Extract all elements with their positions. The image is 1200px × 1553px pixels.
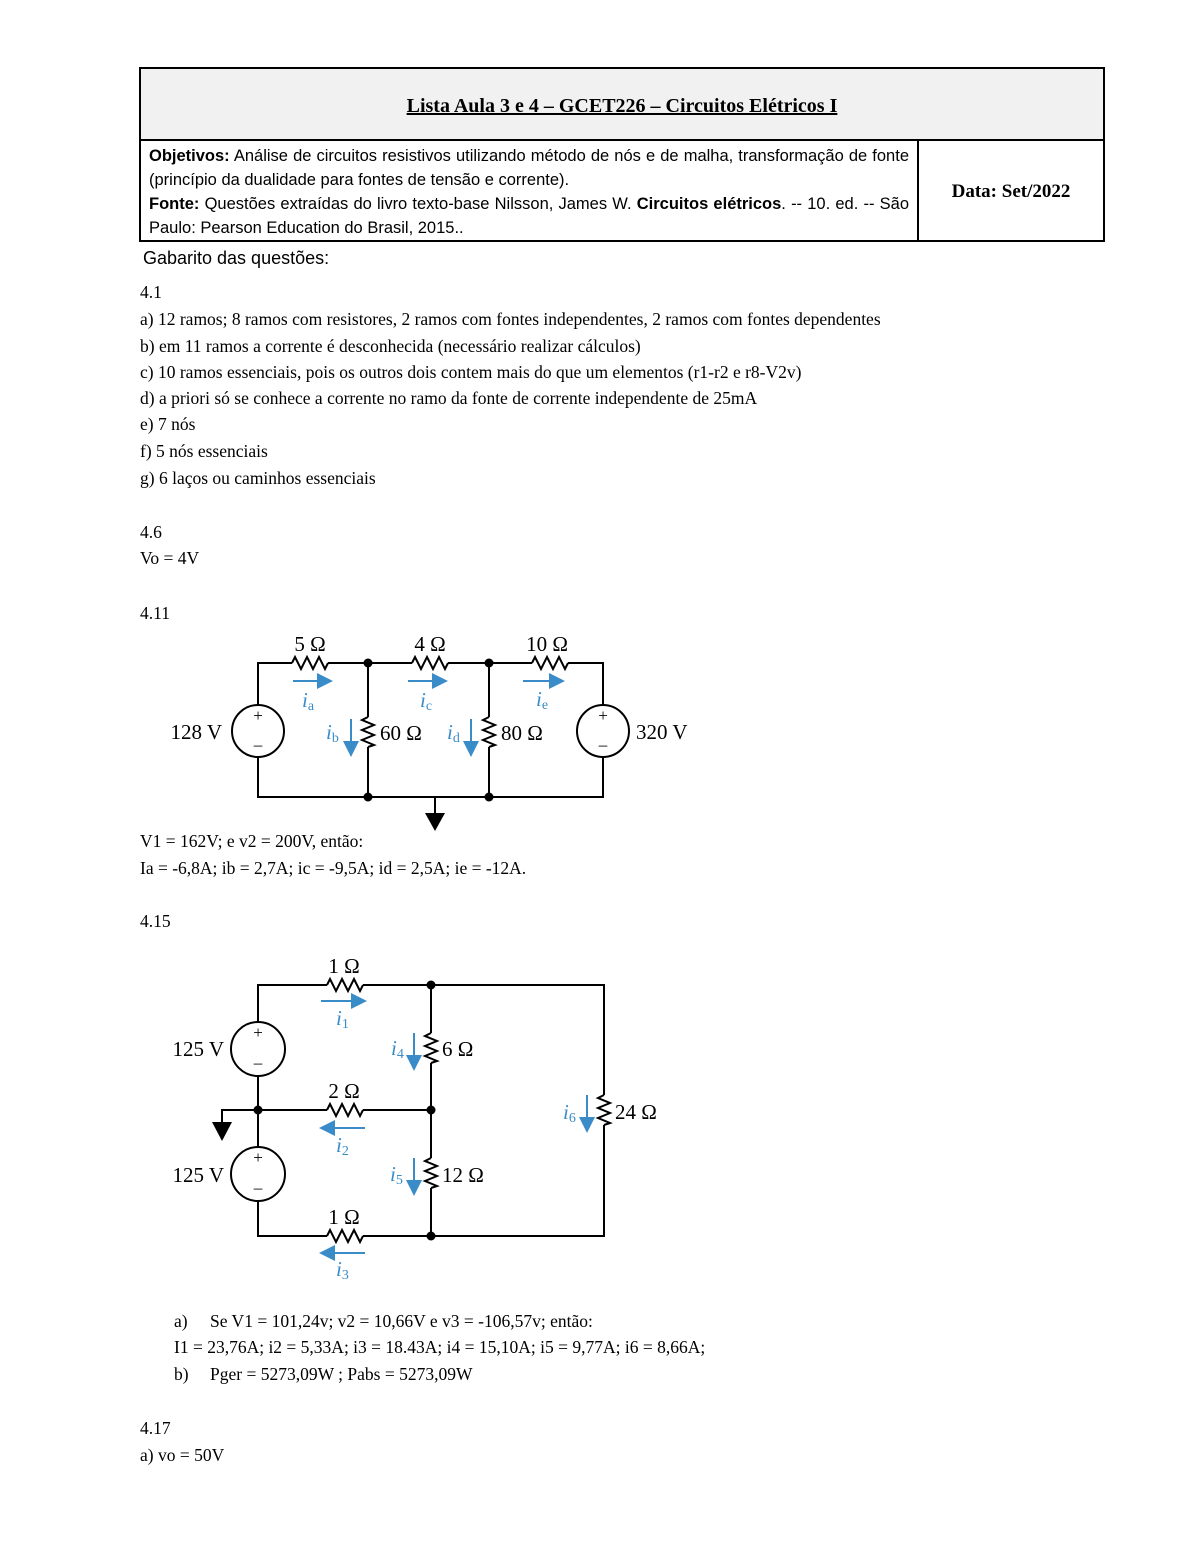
minus-sign: – — [253, 1053, 263, 1072]
resistor-10-ohm — [532, 657, 568, 669]
answer-line: c) 10 ramos essenciais, pois os outros dois contem mais do que um elementos (r1-r2 e r8-V2v) — [140, 362, 802, 382]
resistor-6-ohm — [425, 1033, 437, 1063]
label-1-ohm-top: 1 Ω — [328, 954, 360, 978]
answer-line: Pger = 5273,09W ; Pabs = 5273,09W — [210, 1364, 473, 1384]
label-4-ohm: 4 Ω — [414, 632, 446, 656]
question-number-4-17: 4.17 — [140, 1418, 171, 1438]
label-60-ohm: 60 Ω — [380, 721, 422, 745]
objectives-label: Objetivos: — [149, 147, 230, 165]
ground-arrow-icon — [425, 797, 445, 831]
label-128v: 128 V — [170, 720, 222, 744]
label-125v-bottom: 125 V — [172, 1163, 224, 1187]
item-label: a) — [174, 1311, 188, 1331]
plus-sign: + — [253, 1148, 263, 1167]
plus-sign: + — [598, 706, 608, 725]
label-125v-top: 125 V — [172, 1037, 224, 1061]
resistor-1-ohm-top — [327, 979, 363, 991]
svg-text:ie: ie — [536, 687, 549, 713]
label-5-ohm: 5 Ω — [294, 632, 326, 656]
source-rest: . -- 10. ed. -- São Paulo: Pearson Education do Brasil, 2015.. — [149, 195, 910, 237]
label-24-ohm: 24 Ω — [615, 1100, 657, 1124]
svg-text:ia: ia — [302, 688, 315, 714]
answer-line: a) 12 ramos; 8 ramos com resistores, 2 ramos com fontes independentes, 2 ramos com fontes dependentes — [140, 309, 881, 329]
resistor-1-ohm-bottom — [327, 1230, 363, 1242]
label-1-ohm-bottom: 1 Ω — [328, 1205, 360, 1229]
resistor-2-ohm — [327, 1104, 363, 1116]
label-6-ohm: 6 Ω — [442, 1037, 474, 1061]
circuit-diagram-4-15 — [150, 945, 680, 1290]
minus-sign: – — [598, 735, 608, 754]
answer-line: g) 6 laços ou caminhos essenciais — [140, 468, 376, 488]
resistor-24-ohm — [598, 1095, 610, 1125]
circuit-wires — [222, 985, 604, 1236]
svg-text:i3: i3 — [336, 1257, 349, 1283]
resistor-12-ohm — [425, 1158, 437, 1188]
resistor-5-ohm — [292, 657, 328, 669]
svg-text:id: id — [447, 720, 460, 746]
circuit-wires — [258, 663, 603, 797]
date-cell: Data: Set/2022 — [951, 180, 1071, 202]
source-label: Fonte: — [149, 195, 200, 213]
svg-text:i4: i4 — [391, 1036, 404, 1062]
answer-line: d) a priori só se conhece a corrente no ramo da fonte de corrente independente de 25mA — [140, 388, 758, 408]
question-number-4-15: 4.15 — [140, 911, 171, 931]
answer-line: f) 5 nós essenciais — [140, 441, 268, 461]
question-number-4-1: 4.1 — [140, 282, 162, 302]
label-80-ohm: 80 Ω — [501, 721, 543, 745]
answer-line: Se V1 = 101,24v; v2 = 10,66V e v3 = -106,57v; então: — [210, 1311, 593, 1331]
plus-sign: + — [253, 1023, 263, 1042]
answer-line: I1 = 23,76A; i2 = 5,33A; i3 = 18.43A; i4 = 15,10A; i5 = 9,77A; i6 = 8,66A; — [174, 1337, 706, 1357]
source-book: Circuitos elétricos — [636, 195, 782, 213]
answer-line: e) 7 nós — [140, 414, 196, 434]
answer-line: Ia = -6,8A; ib = 2,7A; ic = -9,5A; id = 2,5A; ie = -12A. — [140, 858, 527, 878]
svg-text:i6: i6 — [563, 1100, 576, 1126]
label-2-ohm: 2 Ω — [328, 1079, 360, 1103]
resistor-60-ohm — [362, 717, 374, 747]
answer-vo: Vo = 4V — [140, 548, 200, 568]
label-10-ohm: 10 Ω — [526, 632, 568, 656]
answer-line: V1 = 162V; e v2 = 200V, então: — [140, 831, 364, 851]
source-text: Questões extraídas do livro texto-base Nilsson, James W. — [199, 195, 637, 213]
svg-text:ib: ib — [326, 720, 339, 746]
question-number-4-11: 4.11 — [140, 603, 170, 623]
svg-text:i2: i2 — [336, 1133, 349, 1159]
objectives-text: Análise de circuitos resistivos utilizando método de nós e de malha, transformação de fonte (princípio da dualidade para fontes de tensão e corrente). — [149, 147, 909, 189]
resistor-4-ohm — [412, 657, 448, 669]
header-table — [139, 67, 1105, 242]
plus-sign: + — [253, 706, 263, 725]
answer-vo: a) vo = 50V — [140, 1445, 225, 1465]
answer-line: b) em 11 ramos a corrente é desconhecida (necessário realizar cálculos) — [140, 336, 641, 356]
answers-intro: Gabarito das questões: — [143, 248, 330, 268]
ground-arrow-icon — [212, 1122, 232, 1141]
question-number-4-6: 4.6 — [140, 522, 162, 542]
item-label: b) — [174, 1364, 189, 1384]
resistor-80-ohm — [483, 717, 495, 747]
label-12-ohm: 12 Ω — [442, 1163, 484, 1187]
minus-sign: – — [253, 1178, 263, 1197]
document-title: Lista Aula 3 e 4 – GCET226 – Circuitos Elétricos I — [141, 69, 1103, 141]
objectives-cell — [141, 141, 919, 242]
minus-sign: – — [253, 735, 263, 754]
circuit-diagram-4-11 — [150, 625, 720, 840]
svg-text:i5: i5 — [390, 1162, 403, 1188]
svg-text:i1: i1 — [336, 1006, 349, 1032]
label-320v: 320 V — [636, 720, 688, 744]
svg-text:ic: ic — [420, 688, 433, 714]
